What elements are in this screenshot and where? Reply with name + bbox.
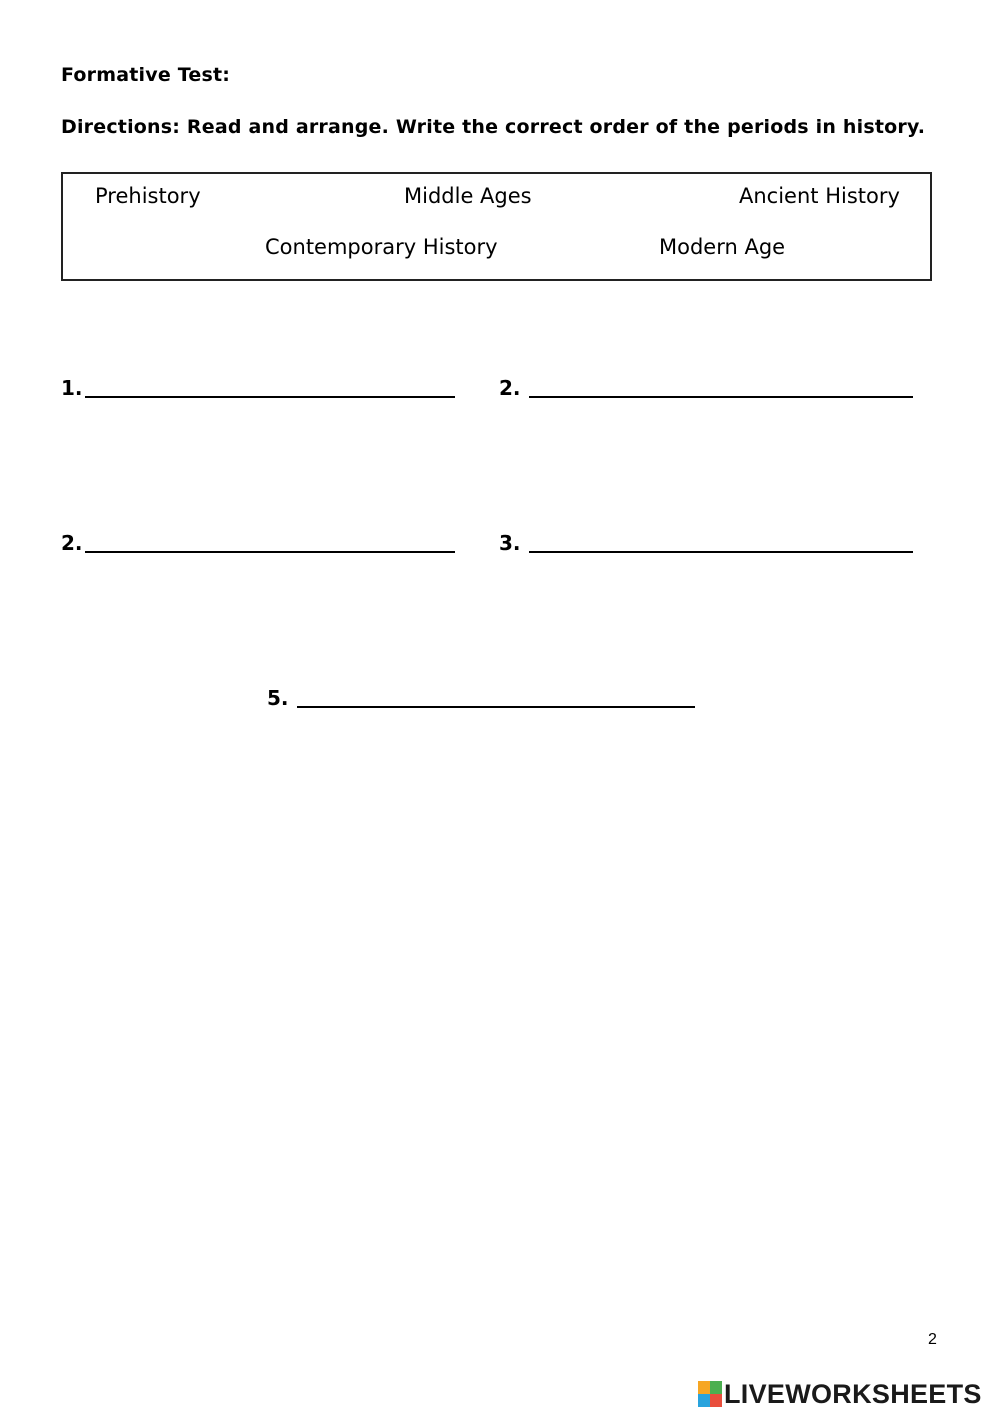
answer-blank-5[interactable]	[267, 686, 695, 710]
word-contemporary-history: Contemporary History	[265, 235, 498, 259]
word-prehistory: Prehistory	[95, 184, 201, 208]
answer-line[interactable]	[85, 531, 455, 553]
word-box	[61, 172, 932, 281]
worksheet-title: Formative Test:	[61, 64, 231, 86]
brand-name: LIVEWORKSHEETS	[724, 1378, 982, 1409]
answer-line[interactable]	[529, 531, 913, 553]
answer-line[interactable]	[529, 376, 913, 398]
blank-number: 5.	[267, 686, 289, 710]
answer-blank-1[interactable]	[61, 376, 455, 400]
answer-blank-2[interactable]	[499, 376, 913, 400]
liveworksheets-logo-icon	[698, 1381, 722, 1407]
answer-blank-4[interactable]	[499, 531, 913, 555]
blank-number: 2.	[499, 376, 521, 400]
blank-number: 3.	[499, 531, 521, 555]
blank-number: 2.	[61, 531, 83, 555]
directions-text: Directions: Read and arrange. Write the correct order of the periods in history.	[61, 116, 926, 138]
answer-line[interactable]	[85, 376, 455, 398]
word-middle-ages: Middle Ages	[404, 184, 532, 208]
word-ancient-history: Ancient History	[739, 184, 900, 208]
page-number: 2	[928, 1331, 937, 1348]
word-modern-age: Modern Age	[659, 235, 786, 259]
answer-line[interactable]	[297, 686, 695, 708]
footer-brand[interactable]	[698, 1378, 982, 1410]
answer-blank-3[interactable]	[61, 531, 455, 555]
blank-number: 1.	[61, 376, 83, 400]
